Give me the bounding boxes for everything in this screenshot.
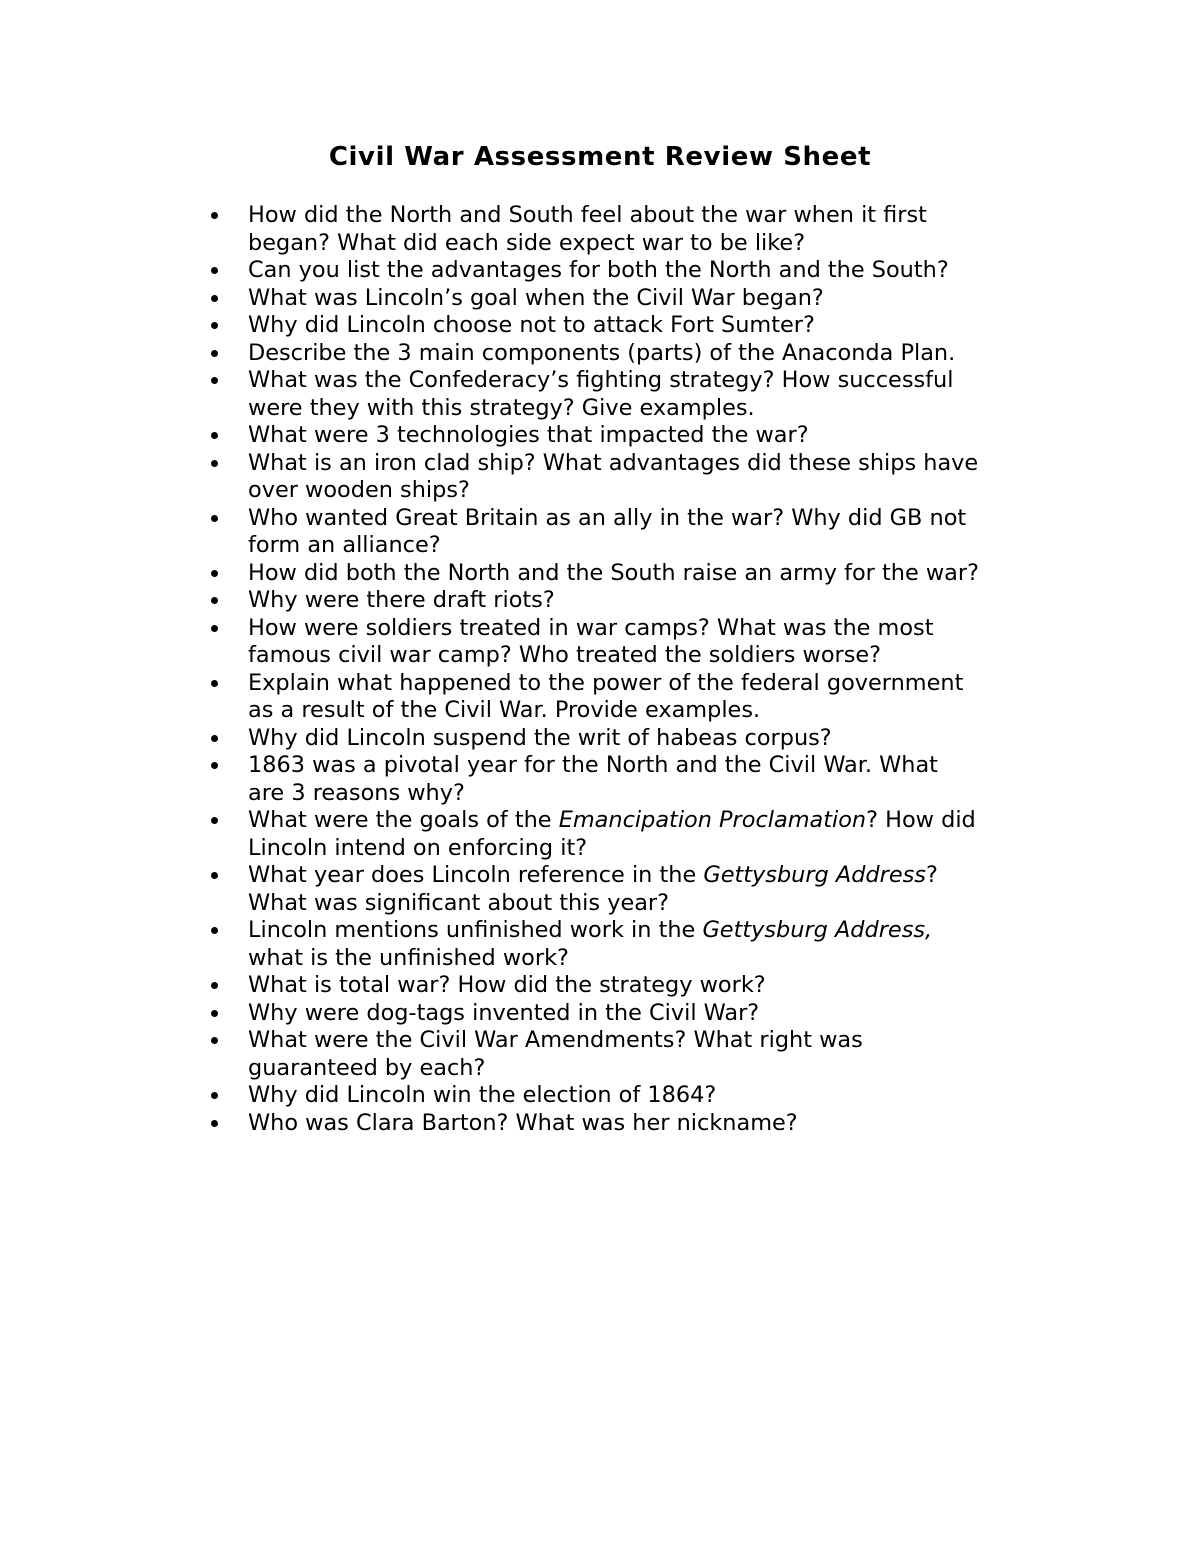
question-item bbox=[208, 1000, 1048, 1028]
question-item bbox=[208, 367, 1048, 422]
question-line bbox=[248, 257, 1048, 285]
question-text: over wooden ships? bbox=[248, 477, 470, 503]
bullet-icon bbox=[208, 807, 248, 835]
question-text: as a result of the Civil War. Provide examples. bbox=[248, 697, 761, 723]
question-item bbox=[208, 422, 1048, 450]
bullet-icon bbox=[208, 312, 248, 340]
question-line bbox=[248, 395, 1048, 423]
bullet-icon bbox=[208, 257, 248, 285]
bullet-icon bbox=[208, 670, 248, 698]
question-line bbox=[248, 560, 1048, 588]
question-text: famous civil war camp? Who treated the soldiers worse? bbox=[248, 642, 882, 668]
question-text: Why were there draft riots? bbox=[248, 587, 555, 613]
question-line bbox=[248, 670, 1048, 698]
bullet-icon bbox=[208, 1027, 248, 1055]
question-item bbox=[208, 615, 1048, 670]
question-line bbox=[248, 697, 1048, 725]
question-text: Lincoln intend on enforcing it? bbox=[248, 834, 588, 861]
question-item bbox=[208, 257, 1048, 285]
question-line bbox=[248, 1110, 1048, 1138]
question-line bbox=[248, 890, 1048, 918]
question-text: began? What did each side expect war to be like? bbox=[248, 229, 806, 256]
question-text: Explain what happened to the power of the federal government bbox=[248, 669, 964, 696]
question-line bbox=[248, 615, 1048, 643]
question-line bbox=[248, 642, 1048, 670]
bullet-icon bbox=[208, 725, 248, 753]
question-text: What was the Confederacy’s fighting strategy? How successful bbox=[248, 367, 954, 393]
question-line bbox=[248, 945, 1048, 973]
question-line bbox=[248, 450, 1048, 478]
question-text: ? How did bbox=[866, 807, 976, 833]
question-item bbox=[208, 1027, 1048, 1082]
question-item bbox=[208, 670, 1048, 725]
bullet-icon bbox=[208, 862, 248, 890]
question-line bbox=[248, 422, 1048, 450]
bullet-icon bbox=[208, 505, 248, 533]
question-text: Why did Lincoln suspend the writ of habeas corpus? bbox=[248, 724, 832, 751]
bullet-icon bbox=[208, 1082, 248, 1110]
question-text: Who was Clara Barton? What was her nickname? bbox=[248, 1109, 798, 1136]
question-line bbox=[248, 1000, 1048, 1028]
question-text: Lincoln mentions unfinished work in the bbox=[248, 917, 703, 943]
question-text: guaranteed by each? bbox=[248, 1054, 486, 1081]
question-text: What was significant about this year? bbox=[248, 889, 670, 916]
question-item bbox=[208, 972, 1048, 1000]
bullet-icon bbox=[208, 1110, 248, 1138]
question-line bbox=[248, 285, 1048, 313]
question-item bbox=[208, 312, 1048, 340]
question-line bbox=[248, 1055, 1048, 1083]
question-item bbox=[208, 862, 1048, 917]
question-text: What was Lincoln’s goal when the Civil War began? bbox=[248, 284, 824, 311]
question-text: What is an iron clad ship? What advantages did these ships have bbox=[248, 449, 979, 476]
bullet-icon bbox=[208, 560, 248, 588]
question-text: What were 3 technologies that impacted the war? bbox=[248, 422, 809, 448]
question-line bbox=[248, 835, 1048, 863]
question-item bbox=[208, 340, 1048, 368]
question-text: Why were dog-tags invented in the Civil War? bbox=[248, 999, 760, 1026]
question-line bbox=[248, 725, 1048, 753]
question-text: Why did Lincoln win the election of 1864? bbox=[248, 1082, 717, 1108]
question-line bbox=[248, 752, 1048, 780]
question-text: were they with this strategy? Give examples. bbox=[248, 394, 755, 421]
question-line bbox=[248, 312, 1048, 340]
question-line bbox=[248, 587, 1048, 615]
question-item bbox=[208, 450, 1048, 505]
bullet-icon bbox=[208, 587, 248, 615]
bullet-icon bbox=[208, 202, 248, 230]
question-text: What is total war? How did the strategy work? bbox=[248, 972, 766, 998]
question-text: Who wanted Great Britain as an ally in the war? Why did GB not bbox=[248, 504, 967, 531]
question-line bbox=[248, 477, 1048, 505]
question-text: How were soldiers treated in war camps? What was the most bbox=[248, 614, 934, 641]
question-italic-title: Gettysburg Address bbox=[703, 862, 926, 888]
question-line bbox=[248, 862, 1048, 890]
bullet-icon bbox=[208, 340, 248, 368]
page-title: Civil War Assessment Review Sheet bbox=[328, 142, 872, 172]
question-item bbox=[208, 725, 1048, 753]
question-item bbox=[208, 587, 1048, 615]
question-line bbox=[248, 807, 1048, 835]
question-item bbox=[208, 202, 1048, 257]
question-line bbox=[248, 230, 1048, 258]
question-text: form an alliance? bbox=[248, 532, 441, 558]
question-text: ? bbox=[925, 862, 938, 888]
question-italic-title: Emancipation Proclamation bbox=[558, 807, 867, 833]
question-item bbox=[208, 917, 1048, 972]
question-text: What were the goals of the bbox=[248, 807, 559, 833]
question-text: are 3 reasons why? bbox=[248, 779, 465, 806]
question-item bbox=[208, 752, 1048, 807]
question-line bbox=[248, 780, 1048, 808]
question-item bbox=[208, 285, 1048, 313]
question-italic-title: Gettysburg Address, bbox=[702, 917, 933, 943]
question-text: How did the North and South feel about the war when it first bbox=[248, 202, 927, 228]
question-line bbox=[248, 367, 1048, 395]
question-text: what is the unfinished work? bbox=[248, 944, 569, 971]
question-line bbox=[248, 505, 1048, 533]
question-line bbox=[248, 340, 1048, 368]
question-text: 1863 was a pivotal year for the North and the Civil War. What bbox=[248, 752, 938, 778]
question-line bbox=[248, 972, 1048, 1000]
bullet-icon bbox=[208, 367, 248, 395]
question-line bbox=[248, 1082, 1048, 1110]
question-item bbox=[208, 505, 1048, 560]
bullet-icon bbox=[208, 450, 248, 478]
question-item bbox=[208, 1082, 1048, 1110]
bullet-icon bbox=[208, 285, 248, 313]
question-line bbox=[248, 202, 1048, 230]
bullet-icon bbox=[208, 752, 248, 780]
question-item bbox=[208, 560, 1048, 588]
question-text: What were the Civil War Amendments? What right was bbox=[248, 1027, 863, 1053]
question-item bbox=[208, 807, 1048, 862]
question-text: Why did Lincoln choose not to attack Fort Sumter? bbox=[248, 312, 815, 338]
bullet-icon bbox=[208, 1000, 248, 1028]
question-list bbox=[208, 202, 1048, 1137]
question-item bbox=[208, 1110, 1048, 1138]
bullet-icon bbox=[208, 972, 248, 1000]
question-text: Can you list the advantages for both the North and the South? bbox=[248, 257, 949, 283]
bullet-icon bbox=[208, 615, 248, 643]
bullet-icon bbox=[208, 422, 248, 450]
question-line bbox=[248, 1027, 1048, 1055]
question-line bbox=[248, 532, 1048, 560]
question-line bbox=[248, 917, 1048, 945]
question-text: How did both the North and the South raise an army for the war? bbox=[248, 559, 979, 586]
bullet-icon bbox=[208, 917, 248, 945]
question-text: What year does Lincoln reference in the bbox=[248, 862, 704, 888]
question-text: Describe the 3 main components (parts) of the Anaconda Plan. bbox=[248, 339, 956, 366]
